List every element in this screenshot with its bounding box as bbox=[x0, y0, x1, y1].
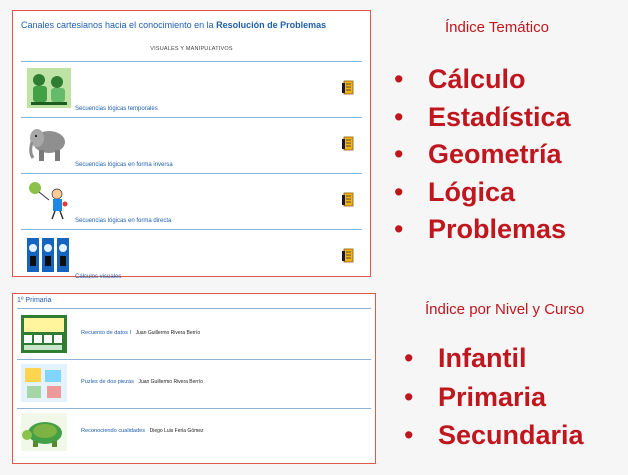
thematic-index-heading: Índice Temático bbox=[445, 19, 549, 36]
level-infantil[interactable]: • Infantil bbox=[438, 339, 584, 378]
level-index-list bbox=[438, 339, 584, 455]
list-item-label[interactable]: Cálculos visuales bbox=[75, 274, 122, 280]
item-author: Juan Guillermo Rivera Berrío bbox=[138, 379, 203, 385]
document-icon[interactable] bbox=[342, 248, 354, 264]
juggler-clip-art bbox=[27, 180, 71, 220]
list-item[interactable] bbox=[21, 61, 362, 117]
data-count-thumbnail bbox=[21, 315, 67, 353]
topic-logica[interactable]: • Lógica bbox=[428, 174, 571, 212]
list-item-label[interactable] bbox=[81, 379, 203, 385]
topic-geometria[interactable]: • Geometría bbox=[428, 136, 571, 174]
resource-panel-level bbox=[12, 293, 376, 464]
faces-clip-art bbox=[27, 236, 71, 276]
topic-problemas[interactable]: • Problemas bbox=[428, 211, 571, 249]
list-item[interactable] bbox=[17, 409, 371, 457]
list-item-label[interactable]: Secuencias lógicas en forma directa bbox=[75, 218, 172, 224]
list-item[interactable] bbox=[17, 360, 371, 409]
puzzle-thumbnail bbox=[21, 364, 67, 402]
panel-subtitle: VISUALES Y MANIPULATIVOS bbox=[150, 46, 233, 52]
document-icon[interactable] bbox=[342, 80, 354, 96]
divider bbox=[17, 308, 371, 309]
item-title[interactable]: Recuento de datos I bbox=[81, 330, 132, 336]
list-item-label[interactable]: Secuencias lógicas temporales bbox=[75, 106, 158, 112]
panel-title-bold: Resolución de Problemas bbox=[216, 20, 327, 30]
level-secundaria[interactable]: • Secundaria bbox=[438, 416, 584, 455]
thematic-index-list bbox=[428, 61, 571, 249]
item-author: Juan Guillermo Rivera Berrío bbox=[135, 330, 201, 336]
list-item[interactable] bbox=[21, 117, 362, 173]
level-index-heading: Índice por Nivel y Curso bbox=[425, 301, 585, 318]
panel-title bbox=[21, 20, 326, 30]
resource-panel-visual bbox=[12, 10, 371, 280]
item-title[interactable]: Reconociendo cualidades bbox=[81, 428, 146, 434]
list-item-label[interactable] bbox=[81, 428, 204, 434]
topic-calculo[interactable]: • Cálculo bbox=[428, 61, 571, 99]
list-item-label[interactable]: Secuencias lógicas en forma inversa bbox=[75, 162, 173, 168]
children-clip-art bbox=[27, 68, 71, 108]
list-item[interactable] bbox=[21, 229, 362, 285]
panel-title-prefix: Canales cartesianos hacia el conocimiento en la bbox=[21, 20, 214, 30]
level-primaria[interactable]: • Primaria bbox=[438, 378, 584, 417]
document-icon[interactable] bbox=[342, 136, 354, 152]
list-item[interactable] bbox=[17, 311, 371, 360]
item-title[interactable]: Puzles de dos piezas bbox=[81, 379, 134, 385]
list-item[interactable] bbox=[21, 173, 362, 229]
document-icon[interactable] bbox=[342, 192, 354, 208]
topic-estadistica[interactable]: • Estadística bbox=[428, 99, 571, 137]
list-item-label[interactable] bbox=[81, 330, 200, 336]
item-author: Diego Luis Feria Gómez bbox=[149, 428, 204, 434]
level-header: 1º Primaria bbox=[17, 297, 52, 304]
turtle-thumbnail bbox=[21, 413, 67, 451]
elephant-clip-art bbox=[27, 124, 71, 164]
